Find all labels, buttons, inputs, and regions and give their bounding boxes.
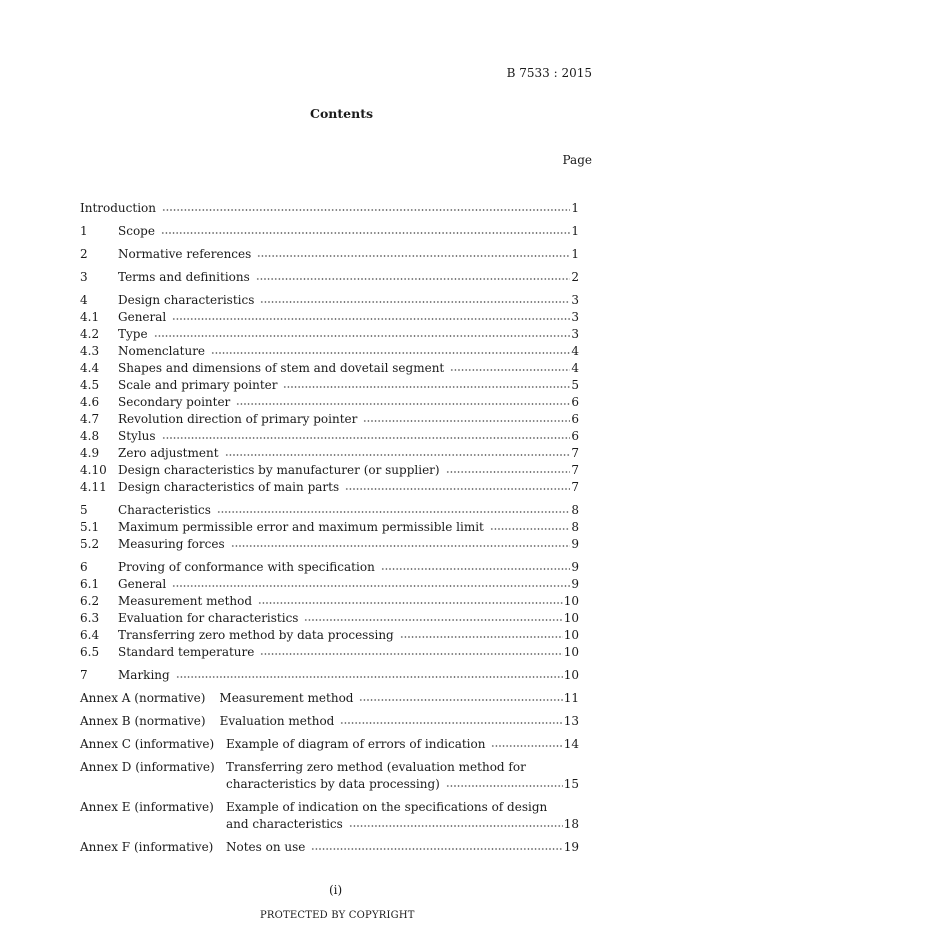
- toc-number: 6.1: [80, 577, 100, 591]
- dot-leader: [258, 601, 563, 605]
- toc-label: General: [118, 310, 167, 324]
- dot-leader: [260, 652, 562, 656]
- toc-label: Nomenclature: [118, 344, 206, 358]
- toc-entry[interactable]: [80, 246, 579, 263]
- toc-page-number: 9: [571, 577, 579, 591]
- toc-number: 6.5: [80, 645, 100, 659]
- annex-title-line1: Transferring zero method (evaluation method for: [226, 760, 526, 774]
- toc-entry[interactable]: [80, 343, 579, 360]
- toc-label: Scale and primary pointer: [118, 378, 278, 392]
- toc-label: Proving of conformance with specification: [118, 560, 375, 574]
- toc-number: 4.10: [80, 463, 107, 477]
- toc-page-number: 8: [571, 520, 579, 534]
- dot-leader: [311, 847, 562, 851]
- toc-page-number: 3: [571, 310, 579, 324]
- toc-label: Introduction: [80, 201, 156, 215]
- toc-entry[interactable]: [80, 576, 579, 593]
- toc-label: Standard temperature: [118, 645, 255, 659]
- toc-label: Design characteristics of main parts: [118, 480, 340, 494]
- toc-entry[interactable]: [80, 269, 579, 286]
- toc-page-number: 3: [571, 327, 579, 341]
- toc-label: Terms and definitions: [118, 270, 250, 284]
- toc-page-number: 4: [571, 344, 579, 358]
- toc-page-number: 1: [571, 224, 579, 238]
- dot-leader: [349, 824, 563, 828]
- toc-entry[interactable]: [80, 462, 579, 479]
- toc-entry[interactable]: [80, 377, 579, 394]
- toc-number: 4.5: [80, 378, 100, 392]
- standard-number: B 7533 : 2015: [506, 66, 592, 80]
- toc-page-number: 3: [571, 293, 579, 307]
- toc-page-number: 7: [571, 480, 579, 494]
- toc-entry[interactable]: [80, 394, 579, 411]
- toc-number: 4.9: [80, 446, 100, 460]
- annex-designation: Annex E (informative): [80, 800, 214, 814]
- toc-entry[interactable]: [80, 292, 579, 309]
- dot-leader: [260, 300, 570, 304]
- toc-label: General: [118, 577, 167, 591]
- toc-page-number: 7: [571, 463, 579, 477]
- toc-page-number: 9: [571, 560, 579, 574]
- dot-leader: [162, 436, 571, 440]
- toc-label: Design characteristics by manufacturer (or supplier): [118, 463, 440, 477]
- toc-entry[interactable]: [80, 223, 579, 240]
- toc-number: 2: [80, 247, 88, 261]
- toc-entry[interactable]: [80, 559, 579, 576]
- annex-title-line2: characteristics by data processing): [226, 777, 440, 791]
- annex-title: Evaluation method: [219, 714, 335, 728]
- page-column-label: Page: [562, 153, 592, 167]
- annex-title-line1: Example of indication on the specifications of design: [226, 800, 548, 814]
- dot-leader: [176, 675, 563, 679]
- dot-leader: [172, 317, 570, 321]
- toc-number: 4.3: [80, 344, 100, 358]
- dot-leader: [340, 721, 562, 725]
- toc-page-number: 7: [571, 446, 579, 460]
- dot-leader: [231, 544, 571, 548]
- toc-page-number: 19: [563, 840, 579, 854]
- dot-leader: [154, 334, 571, 338]
- toc-page-number: 5: [571, 378, 579, 392]
- toc-number: 3: [80, 270, 88, 284]
- toc-number: 4: [80, 293, 88, 307]
- toc-number: 4.1: [80, 310, 100, 324]
- dot-leader: [162, 208, 570, 212]
- toc-number: 5: [80, 503, 88, 517]
- toc-page-number: 10: [563, 628, 579, 642]
- toc-label: Normative references: [118, 247, 252, 261]
- dot-leader: [283, 385, 570, 389]
- toc-number: 5.1: [80, 520, 100, 534]
- annex-title: Measurement method: [219, 691, 354, 705]
- toc-number: 6.2: [80, 594, 100, 608]
- toc-page-number: 18: [563, 817, 579, 831]
- toc-entry[interactable]: [80, 644, 579, 661]
- annex-designation: Annex A (normative): [80, 691, 206, 705]
- toc-label: Measurement method: [118, 594, 253, 608]
- toc-page-number: 14: [563, 737, 579, 751]
- toc-number: 6.4: [80, 628, 100, 642]
- toc-entry[interactable]: [80, 627, 579, 644]
- toc-page-number: 15: [563, 777, 579, 791]
- dot-leader: [161, 231, 570, 235]
- toc-page-number: 10: [563, 668, 579, 682]
- toc-label: Marking: [118, 668, 170, 682]
- dot-leader: [236, 402, 570, 406]
- toc-number: 4.2: [80, 327, 100, 341]
- dot-leader: [446, 784, 563, 788]
- toc-page-number: 10: [563, 611, 579, 625]
- dot-leader: [217, 510, 570, 514]
- annex-title-line2: and characteristics: [226, 817, 343, 831]
- toc-page-number: 4: [571, 361, 579, 375]
- toc-entry[interactable]: [80, 360, 579, 377]
- toc-entry-introduction[interactable]: [80, 200, 579, 217]
- toc-entry[interactable]: [80, 309, 579, 326]
- toc-number: 4.6: [80, 395, 100, 409]
- toc-label: Characteristics: [118, 503, 211, 517]
- dot-leader: [446, 470, 571, 474]
- toc-annex-entry[interactable]: [80, 736, 579, 753]
- toc-entry[interactable]: [80, 610, 579, 627]
- toc-entry[interactable]: [80, 502, 579, 519]
- dot-leader: [225, 453, 571, 457]
- toc-annex-entry[interactable]: [80, 799, 579, 833]
- toc-entry[interactable]: [80, 479, 579, 496]
- dot-leader: [359, 698, 562, 702]
- dot-leader: [172, 584, 570, 588]
- toc-label: Measuring forces: [118, 537, 225, 551]
- dot-leader: [256, 277, 571, 281]
- toc-page-number: 6: [571, 412, 579, 426]
- dot-leader: [345, 487, 570, 491]
- annex-title: Notes on use: [226, 840, 306, 854]
- toc-number: 1: [80, 224, 88, 238]
- toc-entry[interactable]: [80, 593, 579, 610]
- toc-number: 5.2: [80, 537, 100, 551]
- dot-leader: [363, 419, 570, 423]
- toc-page-number: 9: [571, 537, 579, 551]
- dot-leader: [304, 618, 562, 622]
- annex-designation: Annex B (normative): [80, 714, 206, 728]
- toc-page-number: 6: [571, 429, 579, 443]
- dot-leader: [491, 744, 562, 748]
- toc-label: Type: [118, 327, 148, 341]
- toc-page-number: 1: [571, 247, 579, 261]
- dot-leader: [211, 351, 570, 355]
- toc-annex-entry[interactable]: [80, 839, 579, 856]
- toc-number: 6.3: [80, 611, 100, 625]
- toc-label: Shapes and dimensions of stem and dovetail segment: [118, 361, 445, 375]
- toc-label: Scope: [118, 224, 155, 238]
- dot-leader: [450, 368, 570, 372]
- dot-leader: [257, 254, 570, 258]
- copyright-notice: PROTECTED BY COPYRIGHT: [260, 910, 415, 921]
- dot-leader: [381, 567, 571, 571]
- page-folio: (i): [329, 883, 343, 897]
- toc-label: Revolution direction of primary pointer: [118, 412, 358, 426]
- toc-label: Evaluation for characteristics: [118, 611, 299, 625]
- toc-number: 4.8: [80, 429, 100, 443]
- toc-page-number: 10: [563, 645, 579, 659]
- toc-label: Maximum permissible error and maximum permissible limit: [118, 520, 484, 534]
- toc-page-number: 13: [563, 714, 579, 728]
- toc-entry[interactable]: [80, 428, 579, 445]
- toc-label: Secondary pointer: [118, 395, 231, 409]
- toc-number: 7: [80, 668, 88, 682]
- toc-label: Stylus: [118, 429, 156, 443]
- table-of-contents: [80, 200, 579, 856]
- toc-number: 4.11: [80, 480, 107, 494]
- toc-entry[interactable]: [80, 536, 579, 553]
- toc-page-number: 8: [571, 503, 579, 517]
- dot-leader: [400, 635, 563, 639]
- toc-entry[interactable]: [80, 667, 579, 684]
- toc-entry[interactable]: [80, 411, 579, 428]
- toc-number: 6: [80, 560, 88, 574]
- toc-annex-entry[interactable]: [80, 713, 579, 730]
- toc-number: 4.4: [80, 361, 100, 375]
- annex-designation: Annex D (informative): [80, 760, 215, 774]
- toc-number: 4.7: [80, 412, 100, 426]
- toc-entry[interactable]: [80, 445, 579, 462]
- toc-annex-entry[interactable]: [80, 759, 579, 793]
- toc-label: Design characteristics: [118, 293, 255, 307]
- toc-entry[interactable]: [80, 519, 579, 536]
- dot-leader: [490, 527, 570, 531]
- toc-page-number: 11: [563, 691, 579, 705]
- toc-label: Zero adjustment: [118, 446, 219, 460]
- toc-page-number: 2: [571, 270, 579, 284]
- toc-page-number: 1: [571, 201, 579, 215]
- toc-entry[interactable]: [80, 326, 579, 343]
- toc-page-number: 10: [563, 594, 579, 608]
- page-title: Contents: [310, 106, 374, 121]
- annex-designation: Annex F (informative): [80, 840, 214, 854]
- toc-label: Transferring zero method by data processing: [118, 628, 394, 642]
- toc-page-number: 6: [571, 395, 579, 409]
- annex-designation: Annex C (informative): [80, 737, 215, 751]
- toc-annex-entry[interactable]: [80, 690, 579, 707]
- annex-title: Example of diagram of errors of indication: [226, 737, 486, 751]
